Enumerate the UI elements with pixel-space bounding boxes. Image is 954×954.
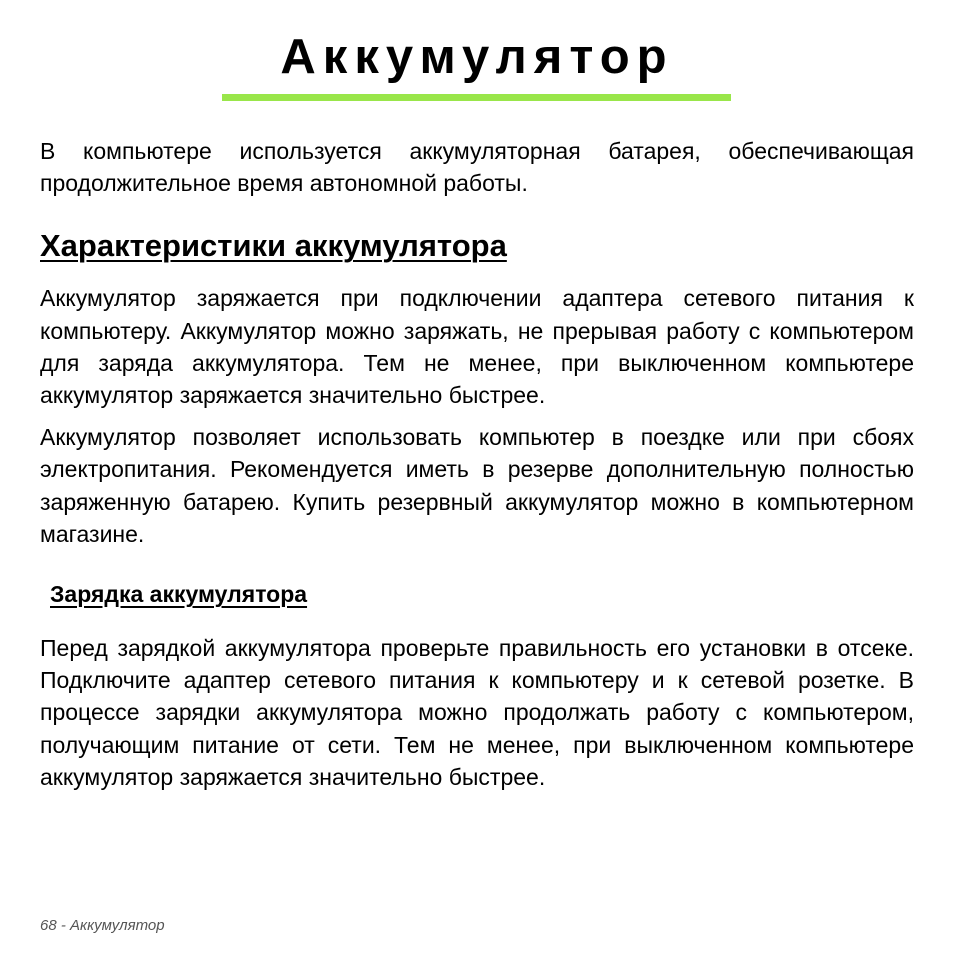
page-title: Аккумулятор [280, 30, 674, 84]
section-heading-text: Характеристики аккумулятора [40, 228, 507, 264]
section-paragraph-1: Аккумулятор заряжается при подключении адаптера сетевого питания к компьютеру. Аккумулятор можно заряжать, не прерывая работу с компьютером для заряда аккумулятора. Тем не менее, при выключенном компьютере аккумулятор заряжается значительно быстрее. [40, 285, 914, 409]
subsection-heading [50, 579, 914, 609]
section-heading [40, 228, 914, 264]
section-paragraph-2: Аккумулятор позволяет использовать компьютер в поездке или при сбоях электропитания. Рекомендуется иметь в резерве дополнительную полностью заряженную батарею. Купить резервный аккумулятор можно в компьютерном магазине. [40, 424, 914, 547]
subsection-paragraph: Перед зарядкой аккумулятора проверьте правильность его установки в отсеке. Подключите адаптер сетевого питания к компьютеру и к сетевой розетке. В процессе зарядки аккумулятора можно продолжать работу с компьютером, получающим питание от сети. Тем не менее, при выключенном компьютере аккумулятор заряжается значительно быстрее. [40, 635, 914, 790]
title-underline-rule [222, 94, 731, 101]
page-footer: 68 - Аккумулятор [40, 917, 165, 934]
subsection-heading-text: Зарядка аккумулятора [50, 581, 308, 608]
page-content [40, 135, 914, 793]
intro-paragraph: В компьютере используется аккумуляторная батарея, обеспечивающая продолжительное время автономной работы. [40, 138, 914, 197]
